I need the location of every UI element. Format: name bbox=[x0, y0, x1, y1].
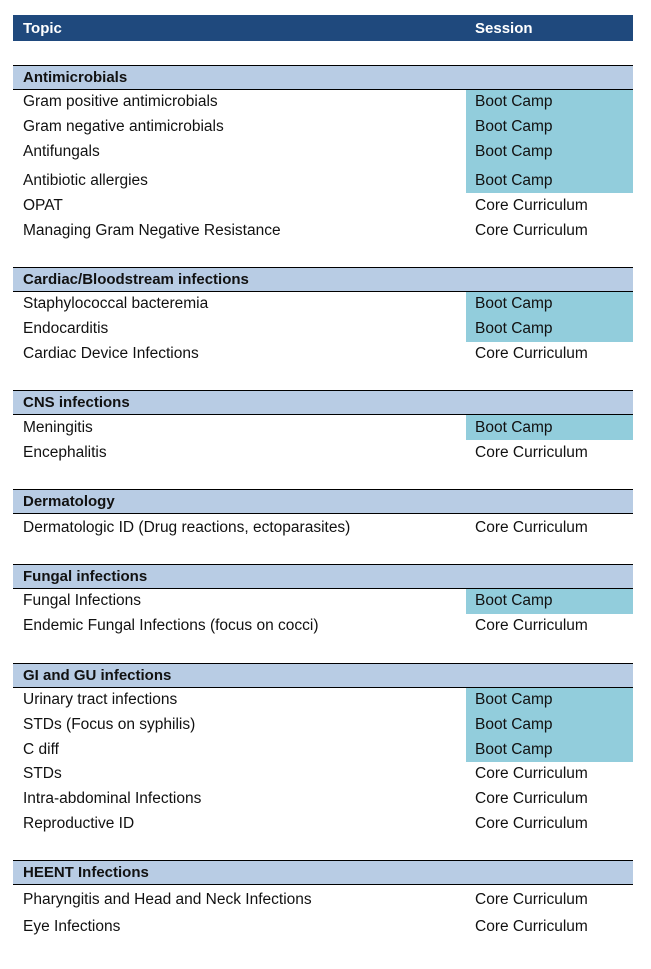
section-header bbox=[13, 390, 633, 415]
topic-cell: Urinary tract infections bbox=[23, 690, 178, 708]
session-cell: Core Curriculum bbox=[475, 196, 588, 214]
session-cell: Core Curriculum bbox=[475, 443, 588, 461]
session-cell: Boot Camp bbox=[466, 317, 633, 342]
section-gi-gu bbox=[13, 663, 633, 837]
section-title: Antimicrobials bbox=[23, 69, 128, 86]
table-row bbox=[13, 164, 633, 193]
topic-cell: Pharyngitis and Head and Neck Infections bbox=[23, 890, 312, 908]
section-title: Dermatology bbox=[23, 492, 115, 510]
table-row bbox=[13, 914, 633, 939]
section-title: CNS infections bbox=[23, 394, 130, 412]
section-header bbox=[13, 65, 633, 90]
table-row bbox=[13, 193, 633, 218]
table-row bbox=[13, 712, 633, 737]
spacer bbox=[13, 41, 633, 65]
topic-cell: Eye Infections bbox=[23, 917, 121, 935]
section-header bbox=[13, 663, 633, 688]
table-row bbox=[13, 688, 633, 713]
spacer bbox=[13, 465, 633, 489]
spacer bbox=[13, 639, 633, 663]
topic-cell: Antifungals bbox=[23, 142, 100, 160]
session-cell: Boot Camp bbox=[466, 737, 633, 762]
session-cell: Boot Camp bbox=[466, 589, 633, 614]
session-cell: Boot Camp bbox=[466, 712, 633, 737]
topic-cell: Encephalitis bbox=[23, 443, 107, 461]
section-antimicrobials bbox=[13, 65, 633, 243]
topic-cell: Staphylococcal bacteremia bbox=[23, 295, 209, 313]
section-header bbox=[13, 860, 633, 885]
section-header bbox=[13, 489, 633, 514]
section-dermatology bbox=[13, 489, 633, 543]
topic-cell: Managing Gram Negative Resistance bbox=[23, 221, 281, 239]
table-header bbox=[13, 15, 633, 41]
topic-cell: Fungal Infections bbox=[23, 592, 142, 610]
session-cell: Core Curriculum bbox=[475, 814, 588, 832]
section-title: Cardiac/Bloodstream infections bbox=[23, 270, 249, 288]
session-cell: Core Curriculum bbox=[475, 890, 588, 908]
session-cell: Core Curriculum bbox=[475, 917, 588, 935]
section-header bbox=[13, 267, 633, 292]
table-row bbox=[13, 589, 633, 614]
session-column-header: Session bbox=[475, 19, 533, 37]
topic-cell: Gram negative antimicrobials bbox=[23, 118, 224, 136]
section-cardiac-bloodstream bbox=[13, 267, 633, 366]
section-cns bbox=[13, 390, 633, 465]
spacer bbox=[13, 836, 633, 860]
session-cell: Core Curriculum bbox=[475, 221, 588, 239]
table-row bbox=[13, 787, 633, 812]
table-row bbox=[13, 440, 633, 465]
topic-column-header: Topic bbox=[23, 19, 62, 37]
table-row bbox=[13, 885, 633, 914]
topic-cell: Reproductive ID bbox=[23, 814, 135, 832]
session-cell: Boot Camp bbox=[466, 292, 633, 317]
table-row bbox=[13, 762, 633, 787]
topic-cell: Endocarditis bbox=[23, 320, 109, 338]
topic-cell: C diff bbox=[23, 740, 59, 758]
topic-cell: Antibiotic allergies bbox=[23, 172, 148, 190]
table-row bbox=[13, 317, 633, 342]
section-heent bbox=[13, 860, 633, 939]
spacer bbox=[13, 243, 633, 267]
topic-cell: Intra-abdominal Infections bbox=[23, 790, 202, 808]
session-cell: Boot Camp bbox=[466, 415, 633, 440]
table-row bbox=[13, 614, 633, 639]
table-row bbox=[13, 737, 633, 762]
section-title: GI and GU infections bbox=[23, 666, 172, 684]
topic-cell: Gram positive antimicrobials bbox=[23, 93, 218, 111]
table-row bbox=[13, 514, 633, 543]
topic-cell: Dermatologic ID (Drug reactions, ectoparasites) bbox=[23, 519, 351, 537]
table-row bbox=[13, 292, 633, 317]
table-row bbox=[13, 812, 633, 837]
table-row bbox=[13, 415, 633, 440]
topic-cell: Cardiac Device Infections bbox=[23, 344, 199, 362]
session-cell: Boot Camp bbox=[466, 90, 633, 115]
session-cell: Core Curriculum bbox=[475, 790, 588, 808]
session-cell: Boot Camp bbox=[466, 688, 633, 713]
table-row bbox=[13, 140, 633, 165]
section-fungal bbox=[13, 564, 633, 639]
topic-cell: STDs (Focus on syphilis) bbox=[23, 715, 196, 733]
session-cell: Core Curriculum bbox=[475, 765, 588, 783]
topic-cell: Endemic Fungal Infections (focus on cocci) bbox=[23, 617, 319, 635]
spacer bbox=[13, 543, 633, 564]
table-row bbox=[13, 218, 633, 243]
session-cell: Core Curriculum bbox=[475, 617, 588, 635]
section-title: Fungal infections bbox=[23, 567, 148, 585]
curriculum-table bbox=[13, 15, 633, 939]
session-cell: Core Curriculum bbox=[475, 344, 588, 362]
section-header bbox=[13, 564, 633, 589]
session-cell: Boot Camp bbox=[466, 115, 633, 140]
table-row bbox=[13, 115, 633, 140]
table-row bbox=[13, 90, 633, 115]
table-row bbox=[13, 342, 633, 367]
session-cell: Core Curriculum bbox=[475, 519, 588, 537]
spacer bbox=[13, 366, 633, 390]
session-cell: Boot Camp bbox=[466, 164, 633, 193]
topic-cell: Meningitis bbox=[23, 418, 93, 436]
topic-cell: OPAT bbox=[23, 196, 63, 214]
session-cell: Boot Camp bbox=[466, 140, 633, 165]
section-title: HEENT Infections bbox=[23, 864, 149, 882]
topic-cell: STDs bbox=[23, 765, 62, 783]
